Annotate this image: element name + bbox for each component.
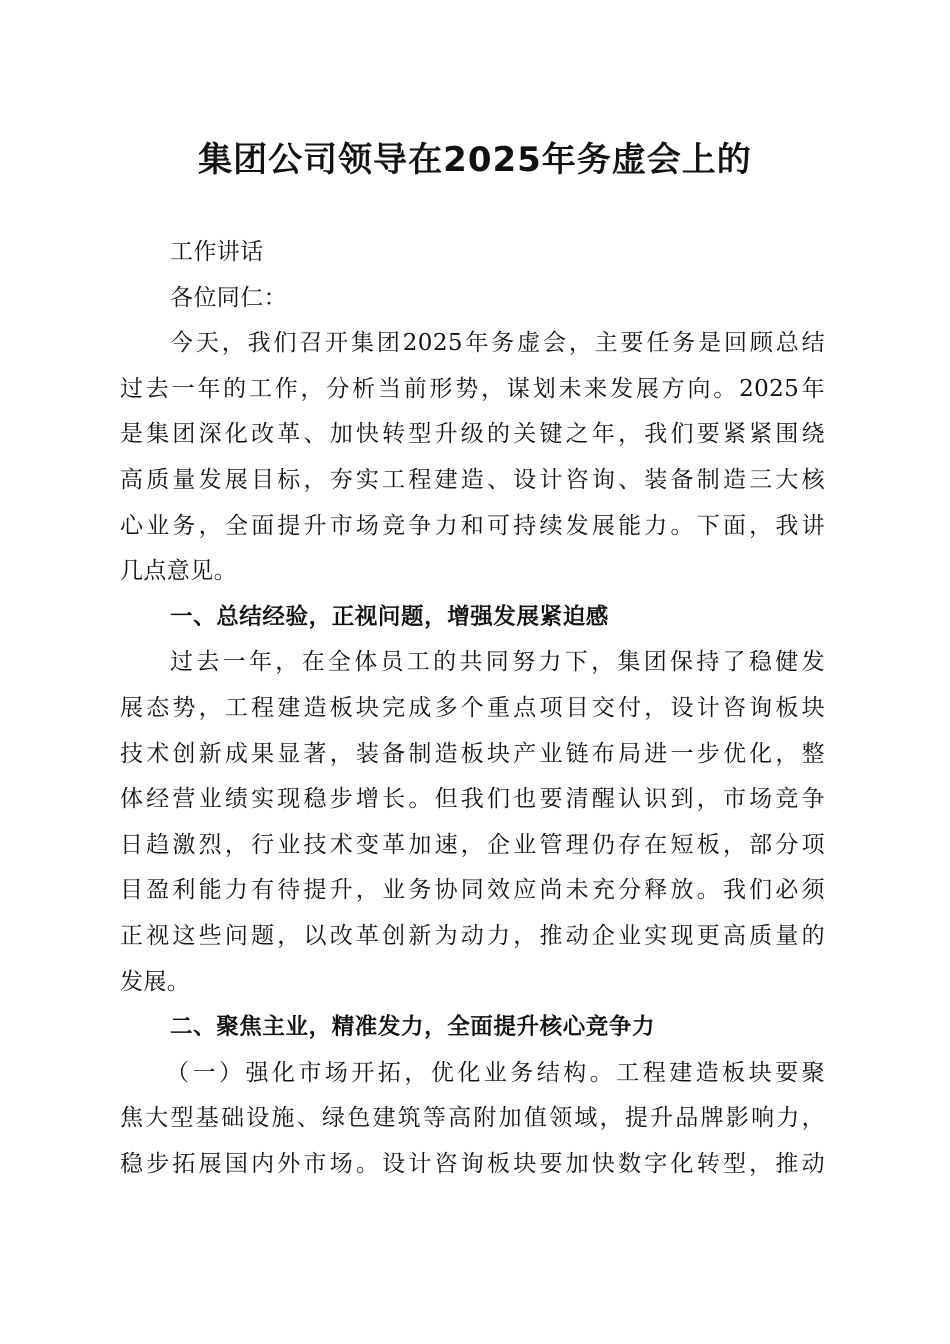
section2-paragraph xyxy=(120,1051,825,1188)
document-title: 集团公司领导在2025年务虚会上的 xyxy=(198,140,752,180)
section-heading-1: 一、总结经验，正视问题，增强发展紧迫感 xyxy=(170,603,609,630)
paragraph-line: 过去一年，在全体员工的共同努力下，集团保持了稳健发 xyxy=(170,649,825,676)
paragraph-line: 发展。 xyxy=(120,968,191,995)
paragraph-line: 展态势，工程建造板块完成多个重点项目交付，设计咨询板块 xyxy=(120,694,825,721)
paragraph-line: 是集团深化改革、加快转型升级的关键之年，我们要紧紧围绕 xyxy=(120,421,825,448)
paragraph-line: 过去一年的工作，分析当前形势，谋划未来发展方向。2025年 xyxy=(120,375,825,402)
paragraph-line: 目盈利能力有待提升，业务协同效应尚未充分释放。我们必须 xyxy=(120,877,825,904)
paragraph-line: 正视这些问题，以改革创新为动力，推动企业实现更高质量的 xyxy=(120,922,825,949)
paragraph-line: 心业务，全面提升市场竞争力和可持续发展能力。下面，我讲 xyxy=(120,512,825,539)
section1-paragraph xyxy=(120,640,825,1005)
paragraph-line: 高质量发展目标，夯实工程建造、设计咨询、装备制造三大核 xyxy=(120,466,825,493)
intro-paragraph xyxy=(120,321,825,595)
paragraph-line: 今天，我们召开集团2025年务虚会，主要任务是回顾总结 xyxy=(170,330,825,357)
paragraph-line: 稳步拓展国内外市场。设计咨询板块要加快数字化转型，推动 xyxy=(120,1150,825,1177)
title-continuation: 工作讲话 xyxy=(170,239,264,265)
paragraph-line: 日趋激烈，行业技术变革加速，企业管理仍存在短板，部分项 xyxy=(120,831,825,858)
paragraph-line: 体经营业绩实现稳步增长。但我们也要清醒认识到，市场竞争 xyxy=(120,786,825,813)
paragraph-line: 焦大型基础设施、绿色建筑等高附加值领域，提升品牌影响力， xyxy=(120,1105,825,1132)
document-body xyxy=(120,230,825,1187)
salutation: 各位同仁： xyxy=(170,284,287,311)
paragraph-line: 几点意见。 xyxy=(120,558,237,585)
paragraph-line: 技术创新成果显著，装备制造板块产业链布局进一步优化，整 xyxy=(120,740,825,767)
section-heading-2: 二、聚焦主业，精准发力，全面提升核心竞争力 xyxy=(170,1014,656,1041)
paragraph-line: （一）强化市场开拓，优化业务结构。工程建造板块要聚 xyxy=(166,1059,825,1086)
